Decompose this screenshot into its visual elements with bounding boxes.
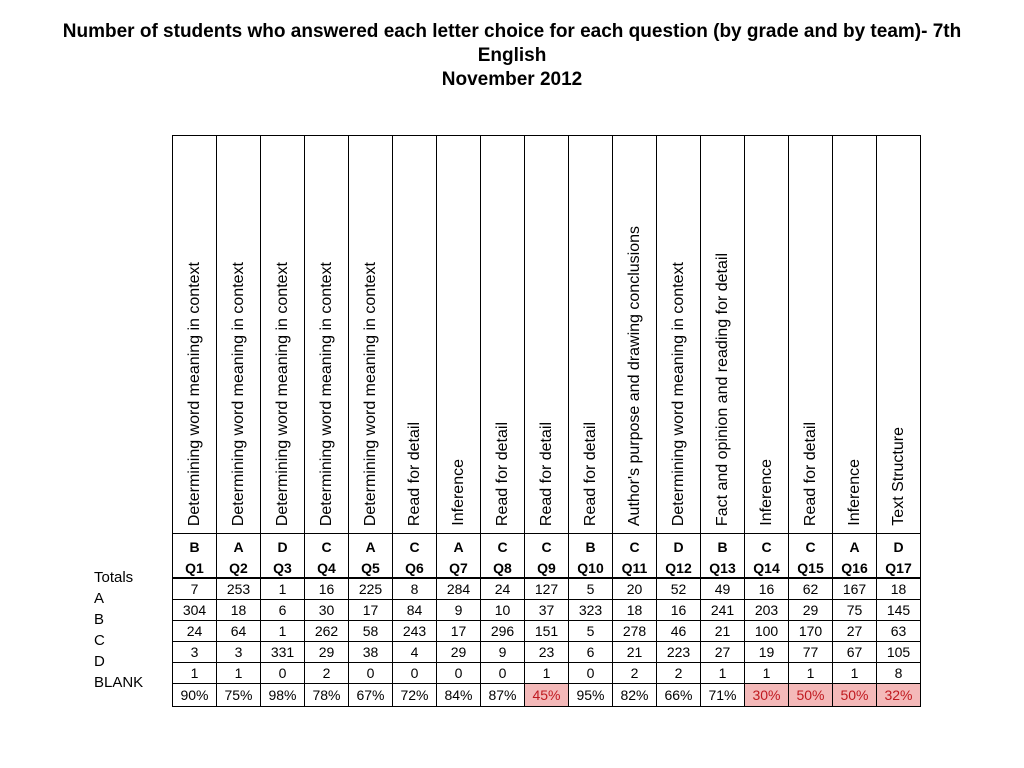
count-d-cell: 223 — [657, 642, 701, 663]
percent-correct-cell: 50% — [833, 684, 877, 707]
count-d-cell: 331 — [261, 642, 305, 663]
results-table-body — [173, 136, 921, 707]
row-label-b: B — [94, 611, 105, 628]
count-c-cell: 243 — [393, 621, 437, 642]
count-a-cell: 16 — [745, 578, 789, 600]
topic-label: Fact and opinion and reading for detail — [714, 252, 731, 526]
question-header-cell: Q6 — [393, 560, 437, 578]
count-blank-cell: 0 — [261, 663, 305, 684]
count-c-cell: 63 — [877, 621, 921, 642]
count-blank-cell: 0 — [569, 663, 613, 684]
count-a-cell: 20 — [613, 578, 657, 600]
count-c-cell: 278 — [613, 621, 657, 642]
count-b-cell: 37 — [525, 600, 569, 621]
topic-cell — [789, 136, 833, 534]
answer-row — [173, 534, 921, 561]
count-d-cell: 27 — [701, 642, 745, 663]
report-title — [0, 20, 1024, 92]
topic-label: Read for detail — [406, 421, 423, 526]
row-label-d: D — [94, 653, 105, 670]
answer-key-cell: C — [789, 534, 833, 561]
row-label-totals: Totals — [94, 569, 134, 586]
count-a-cell: 127 — [525, 578, 569, 600]
count-blank-cell: 1 — [701, 663, 745, 684]
count-blank-cell: 2 — [657, 663, 701, 684]
answer-key-cell: A — [437, 534, 481, 561]
topic-label: Inference — [758, 459, 775, 526]
count-c-cell: 151 — [525, 621, 569, 642]
answer-key-cell: D — [657, 534, 701, 561]
count-b-cell: 84 — [393, 600, 437, 621]
topic-label: Determining word meaning in context — [670, 261, 687, 526]
count-c-cell: 296 — [481, 621, 525, 642]
title-line-1: Number of students who answered each letter choice for each question (by grade and by team)- 7th — [62, 21, 962, 42]
question-header-cell: Q8 — [481, 560, 525, 578]
count-a-cell: 225 — [349, 578, 393, 600]
count-a-cell: 284 — [437, 578, 481, 600]
question-header-cell: Q5 — [349, 560, 393, 578]
count-blank-cell: 2 — [305, 663, 349, 684]
topic-cell — [173, 136, 217, 534]
title-line-3: November 2012 — [441, 69, 583, 90]
percent-correct-cell: 32% — [877, 684, 921, 707]
blank-row — [173, 663, 921, 684]
count-a-cell: 52 — [657, 578, 701, 600]
count-c-cell: 21 — [701, 621, 745, 642]
count-b-cell: 75 — [833, 600, 877, 621]
d-row — [173, 642, 921, 663]
percent-correct-cell: 78% — [305, 684, 349, 707]
count-d-cell: 105 — [877, 642, 921, 663]
count-d-cell: 4 — [393, 642, 437, 663]
question-header-cell: Q15 — [789, 560, 833, 578]
question-header-cell: Q17 — [877, 560, 921, 578]
count-blank-cell: 1 — [525, 663, 569, 684]
count-b-cell: 203 — [745, 600, 789, 621]
topic-cell — [569, 136, 613, 534]
percent-correct-cell: 87% — [481, 684, 525, 707]
answer-key-cell: D — [261, 534, 305, 561]
percent-correct-cell: 95% — [569, 684, 613, 707]
question-header-cell: Q12 — [657, 560, 701, 578]
topic-cell — [217, 136, 261, 534]
count-blank-cell: 8 — [877, 663, 921, 684]
count-a-cell: 7 — [173, 578, 217, 600]
count-d-cell: 29 — [437, 642, 481, 663]
answer-key-cell: A — [833, 534, 877, 561]
topic-label: Determining word meaning in context — [230, 261, 247, 526]
topic-cell — [745, 136, 789, 534]
count-blank-cell: 1 — [173, 663, 217, 684]
topic-cell — [877, 136, 921, 534]
percent-correct-cell: 50% — [789, 684, 833, 707]
count-b-cell: 16 — [657, 600, 701, 621]
count-d-cell: 21 — [613, 642, 657, 663]
count-b-cell: 241 — [701, 600, 745, 621]
c-row — [173, 621, 921, 642]
count-a-cell: 18 — [877, 578, 921, 600]
results-table — [172, 135, 921, 707]
question-header-cell: Q2 — [217, 560, 261, 578]
topic-label: Read for detail — [802, 421, 819, 526]
topic-label: Author's purpose and drawing conclusions — [626, 225, 643, 526]
count-b-cell: 145 — [877, 600, 921, 621]
question-header-cell: Q14 — [745, 560, 789, 578]
answer-key-cell: A — [349, 534, 393, 561]
count-a-cell: 5 — [569, 578, 613, 600]
topic-cell — [393, 136, 437, 534]
count-blank-cell: 1 — [217, 663, 261, 684]
answer-key-cell: C — [481, 534, 525, 561]
count-b-cell: 6 — [261, 600, 305, 621]
topic-cell — [701, 136, 745, 534]
count-d-cell: 6 — [569, 642, 613, 663]
count-c-cell: 1 — [261, 621, 305, 642]
count-c-cell: 170 — [789, 621, 833, 642]
percent-correct-cell: 72% — [393, 684, 437, 707]
count-a-cell: 1 — [261, 578, 305, 600]
count-c-cell: 24 — [173, 621, 217, 642]
topic-label: Read for detail — [494, 421, 511, 526]
count-c-cell: 46 — [657, 621, 701, 642]
count-c-cell: 5 — [569, 621, 613, 642]
count-blank-cell: 0 — [481, 663, 525, 684]
topic-label: Read for detail — [582, 421, 599, 526]
answer-key-cell: C — [525, 534, 569, 561]
count-a-cell: 24 — [481, 578, 525, 600]
answer-key-cell: C — [393, 534, 437, 561]
count-a-cell: 62 — [789, 578, 833, 600]
title-line-2: English — [477, 45, 547, 66]
count-a-cell: 16 — [305, 578, 349, 600]
count-b-cell: 10 — [481, 600, 525, 621]
topic-label: Determining word meaning in context — [318, 261, 335, 526]
answer-key-cell: A — [217, 534, 261, 561]
topic-row — [173, 136, 921, 534]
count-blank-cell: 0 — [393, 663, 437, 684]
count-b-cell: 29 — [789, 600, 833, 621]
count-d-cell: 3 — [217, 642, 261, 663]
topic-cell — [437, 136, 481, 534]
count-a-cell: 253 — [217, 578, 261, 600]
topic-label: Text Structure — [890, 427, 907, 526]
answer-key-cell: B — [569, 534, 613, 561]
count-blank-cell: 0 — [349, 663, 393, 684]
topic-label: Read for detail — [538, 421, 555, 526]
count-b-cell: 18 — [217, 600, 261, 621]
answer-key-cell: C — [613, 534, 657, 561]
count-b-cell: 323 — [569, 600, 613, 621]
count-d-cell: 29 — [305, 642, 349, 663]
count-b-cell: 9 — [437, 600, 481, 621]
q-row — [173, 560, 921, 578]
percent-correct-cell: 30% — [745, 684, 789, 707]
question-header-cell: Q11 — [613, 560, 657, 578]
count-c-cell: 17 — [437, 621, 481, 642]
count-c-cell: 64 — [217, 621, 261, 642]
topic-label: Determining word meaning in context — [274, 261, 291, 526]
question-header-cell: Q3 — [261, 560, 305, 578]
answer-key-cell: C — [745, 534, 789, 561]
percent-correct-cell: 75% — [217, 684, 261, 707]
percent-row — [173, 684, 921, 707]
count-b-cell: 30 — [305, 600, 349, 621]
topic-label: Determining word meaning in context — [186, 261, 203, 526]
row-label-blank: BLANK — [94, 674, 144, 691]
topic-cell — [657, 136, 701, 534]
count-a-cell: 8 — [393, 578, 437, 600]
question-header-cell: Q13 — [701, 560, 745, 578]
percent-correct-cell: 90% — [173, 684, 217, 707]
topic-cell — [349, 136, 393, 534]
percent-correct-cell: 45% — [525, 684, 569, 707]
count-c-cell: 58 — [349, 621, 393, 642]
count-d-cell: 19 — [745, 642, 789, 663]
percent-correct-cell: 84% — [437, 684, 481, 707]
question-header-cell: Q10 — [569, 560, 613, 578]
count-c-cell: 100 — [745, 621, 789, 642]
count-blank-cell: 1 — [789, 663, 833, 684]
topic-label: Inference — [450, 459, 467, 526]
count-blank-cell: 2 — [613, 663, 657, 684]
answer-key-cell: D — [877, 534, 921, 561]
question-header-cell: Q9 — [525, 560, 569, 578]
row-label-a: A — [94, 590, 105, 607]
row-labels — [94, 567, 164, 693]
question-header-cell: Q4 — [305, 560, 349, 578]
count-c-cell: 27 — [833, 621, 877, 642]
topic-cell — [833, 136, 877, 534]
b-row — [173, 600, 921, 621]
count-d-cell: 23 — [525, 642, 569, 663]
question-header-cell: Q16 — [833, 560, 877, 578]
count-b-cell: 17 — [349, 600, 393, 621]
count-blank-cell: 0 — [437, 663, 481, 684]
question-header-cell: Q1 — [173, 560, 217, 578]
count-d-cell: 3 — [173, 642, 217, 663]
answer-key-cell: B — [173, 534, 217, 561]
count-blank-cell: 1 — [833, 663, 877, 684]
topic-cell — [261, 136, 305, 534]
topic-label: Inference — [846, 459, 863, 526]
percent-correct-cell: 82% — [613, 684, 657, 707]
question-header-cell: Q7 — [437, 560, 481, 578]
topic-cell — [613, 136, 657, 534]
row-label-c: C — [94, 632, 105, 649]
topic-cell — [525, 136, 569, 534]
count-b-cell: 18 — [613, 600, 657, 621]
percent-correct-cell: 67% — [349, 684, 393, 707]
percent-correct-cell: 71% — [701, 684, 745, 707]
topic-label: Determining word meaning in context — [362, 261, 379, 526]
answer-key-cell: C — [305, 534, 349, 561]
count-d-cell: 77 — [789, 642, 833, 663]
count-a-cell: 49 — [701, 578, 745, 600]
count-blank-cell: 1 — [745, 663, 789, 684]
percent-correct-cell: 98% — [261, 684, 305, 707]
topic-cell — [305, 136, 349, 534]
count-d-cell: 9 — [481, 642, 525, 663]
percent-correct-cell: 66% — [657, 684, 701, 707]
a-row — [173, 578, 921, 600]
count-d-cell: 67 — [833, 642, 877, 663]
topic-cell — [481, 136, 525, 534]
count-d-cell: 38 — [349, 642, 393, 663]
count-b-cell: 304 — [173, 600, 217, 621]
count-a-cell: 167 — [833, 578, 877, 600]
count-c-cell: 262 — [305, 621, 349, 642]
answer-key-cell: B — [701, 534, 745, 561]
